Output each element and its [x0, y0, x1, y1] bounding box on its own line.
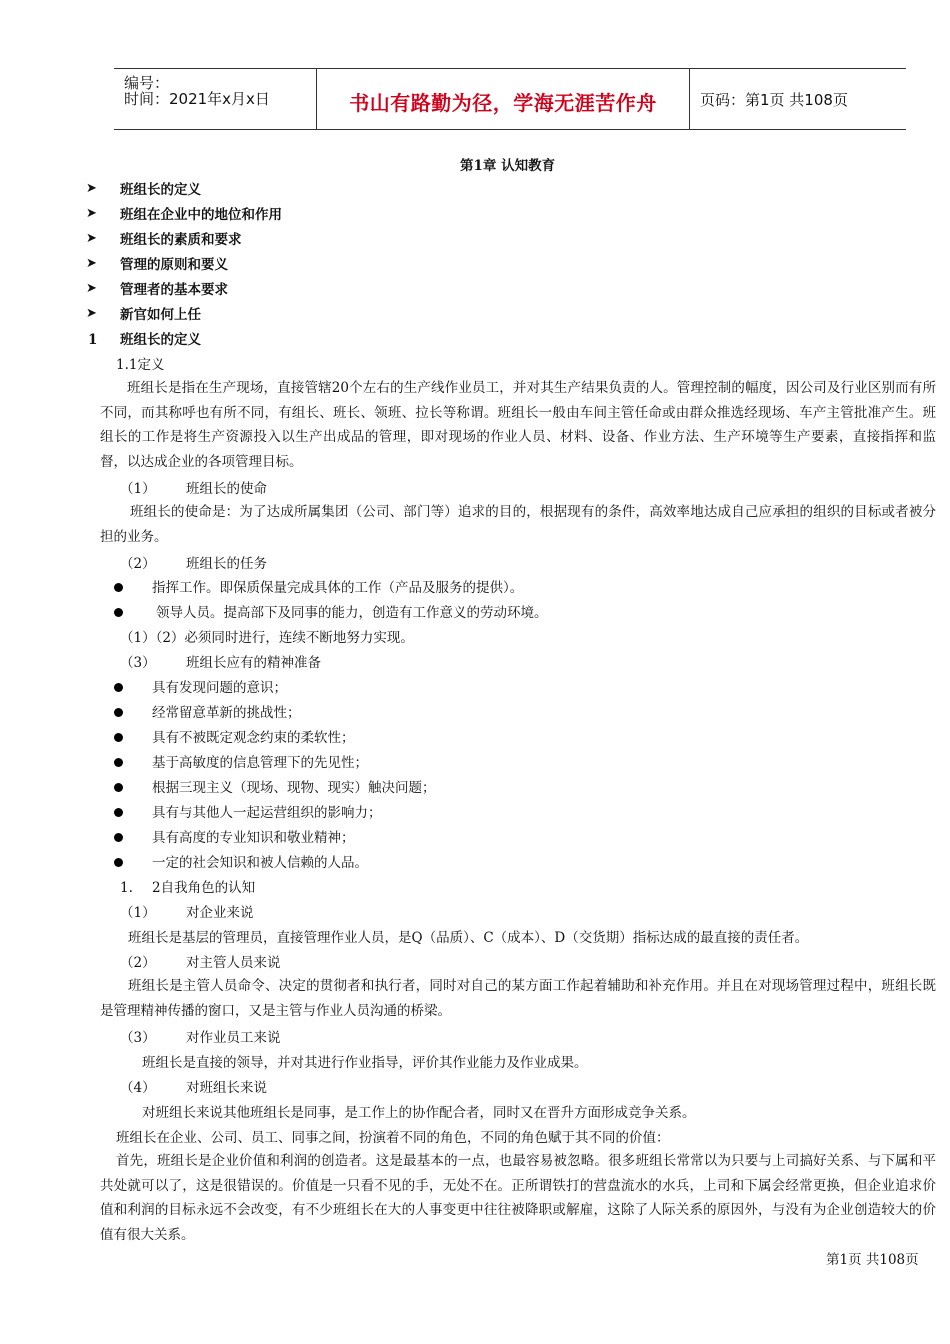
bullet-dot-icon — [114, 708, 123, 717]
first-value-paragraph: 首先，班组长是企业价值和利润的创造者。这是最基本的一点，也最容易被忽略。很多班组长常常以为只要与上司搞好关系、与下属和平共处就可以了，这是很错误的。价值是一只看不见的手，无处不在。正所谓铁打的营盘流水的水兵，上司和下属会经常更换，但企业追求价值和利润的目标永远不会改变，有不少班组长在大的人事变更中往往被降职或解雇，这除了人际关系的原因外，与没有为企业创造较大的价值有很大关系。 — [100, 1153, 936, 1243]
item-title: 班组长应有的精神准备 — [186, 655, 321, 671]
spirit-item: 经常留意革新的挑战性； — [152, 705, 301, 721]
arrow-bullet-icon: ➤ — [86, 231, 97, 246]
bullet-dot-icon — [114, 808, 123, 817]
role-text: 班组长是主管人员命令、决定的贯彻者和执行者，同时对自己的某方面工作起着辅助和补充作用。并且在对现场管理过程中，班组长既是管理精神传播的窗口，又是主管与作业人员沟通的桥梁。 — [100, 978, 936, 1019]
arrow-bullet-icon: ➤ — [86, 256, 97, 271]
header-motto-cell — [317, 69, 690, 129]
tasks-note: （1）（2）必须同时进行，连续不断地努力实现。 — [120, 630, 414, 646]
page-label: 页码：第1页 共108页 — [700, 91, 848, 109]
definition-paragraph: 班组长是指在生产现场，直接管辖20个左右的生产线作业员工，并对其生产结果负责的人。管理控制的幅度，因公司及行业区别而有所不同，而其称呼也有所不同，有组长、班长、领班、拉长等称谓。班组长一般由车间主管任命或由群众推选经现场、车产主管批准产生。班组长的工作是将生产资源投入以生产出成品的管理，即对现场的作业人员、材料、设备、作业方法、生产环境等生产要素，直接指挥和监督，以达成企业的各项管理目标。 — [100, 380, 936, 470]
arrow-bullet-icon: ➤ — [86, 181, 97, 196]
bullet-dot-icon — [114, 583, 123, 592]
item-number: （4） — [120, 1080, 156, 1096]
number-label: 编号： — [124, 74, 170, 92]
page-footer: 第1页 共108页 — [826, 1252, 919, 1268]
arrow-bullet-icon: ➤ — [86, 281, 97, 296]
spirit-item: 具有不被既定观念约束的柔软性； — [152, 730, 355, 746]
outline-item: 班组在企业中的地位和作用 — [120, 207, 282, 223]
spirit-item: 具有发现问题的意识； — [152, 680, 287, 696]
mission-paragraph: 班组长的使命是：为了达成所属集团（公司、部门等）追求的目的，根据现有的条件，高效率地达成自己应承担的组织的目标或者被分担的业务。 — [100, 504, 936, 545]
bullet-dot-icon — [114, 733, 123, 742]
item-title: 班组长的使命 — [186, 481, 267, 497]
task-item: 指挥工作。即保质保量完成具体的工作（产品及服务的提供）。 — [152, 580, 524, 596]
item-number: （1） — [120, 481, 156, 497]
item-title: 班组长的任务 — [186, 556, 267, 572]
arrow-bullet-icon: ➤ — [86, 206, 97, 221]
spirit-item: 根据三现主义（现场、现物、现实）触决问题； — [152, 780, 436, 796]
item-number: （3） — [120, 1030, 156, 1046]
item-number: （1） — [120, 905, 156, 921]
task-item: 领导人员。提高部下及同事的能力，创造有工作意义的劳动环境。 — [156, 605, 548, 621]
role-text: 班组长是直接的领导，并对其进行作业指导，评价其作业能力及作业成果。 — [142, 1055, 588, 1071]
time-label: 时间：2021年x月x日 — [124, 90, 270, 108]
bullet-dot-icon — [114, 833, 123, 842]
item-title: 对企业来说 — [186, 905, 254, 921]
bullet-dot-icon — [114, 783, 123, 792]
role-text: 班组长是基层的管理员，直接管理作业人员，是Q（品质）、C（成本）、D（交货期）指标达成的最直接的责任者。 — [128, 930, 809, 946]
header-page-cell — [690, 69, 906, 129]
item-title: 对班组长来说 — [186, 1080, 267, 1096]
role-text: 对班组长来说其他班组长是同事，是工作上的协作配合者，同时又在晋升方面形成竞争关系。 — [142, 1105, 696, 1121]
bullet-dot-icon — [114, 683, 123, 692]
item-title: 对主管人员来说 — [186, 955, 281, 971]
bullet-dot-icon — [114, 758, 123, 767]
spirit-item: 具有高度的专业知识和敬业精神； — [152, 830, 355, 846]
bullet-dot-icon — [114, 608, 123, 617]
item-number: （2） — [120, 556, 156, 572]
spirit-item: 基于高敏度的信息管理下的先见性； — [152, 755, 368, 771]
outline-item: 管理者的基本要求 — [120, 282, 228, 298]
header-table — [114, 68, 906, 130]
item-number: （2） — [120, 955, 156, 971]
header-info-cell — [114, 69, 317, 129]
spirit-item: 一定的社会知识和被人信赖的人品。 — [152, 855, 368, 871]
outline-item: 新官如何上任 — [120, 307, 201, 323]
subsection-title: 2自我角色的认知 — [152, 880, 256, 896]
subsection-number: 1. — [120, 880, 133, 896]
arrow-bullet-icon: ➤ — [86, 306, 97, 321]
outline-item: 班组长的定义 — [120, 182, 201, 198]
roles-paragraph: 班组长在企业、公司、员工、同事之间，扮演着不同的角色，不同的角色赋于其不同的价值： — [116, 1130, 670, 1146]
subsection-title: 1.1定义 — [116, 357, 165, 373]
outline-item: 班组长的素质和要求 — [120, 232, 242, 248]
motto-text: 书山有路勤为径，学海无涯苦作舟 — [349, 91, 657, 115]
item-title: 对作业员工来说 — [186, 1030, 281, 1046]
item-number: （3） — [120, 655, 156, 671]
spirit-item: 具有与其他人一起运营组织的影响力； — [152, 805, 382, 821]
bullet-dot-icon — [114, 858, 123, 867]
chapter-title: 第1章 认知教育 — [460, 158, 556, 174]
section-number: 1 — [88, 332, 98, 348]
section-title: 班组长的定义 — [120, 332, 201, 348]
outline-item: 管理的原则和要义 — [120, 257, 228, 273]
